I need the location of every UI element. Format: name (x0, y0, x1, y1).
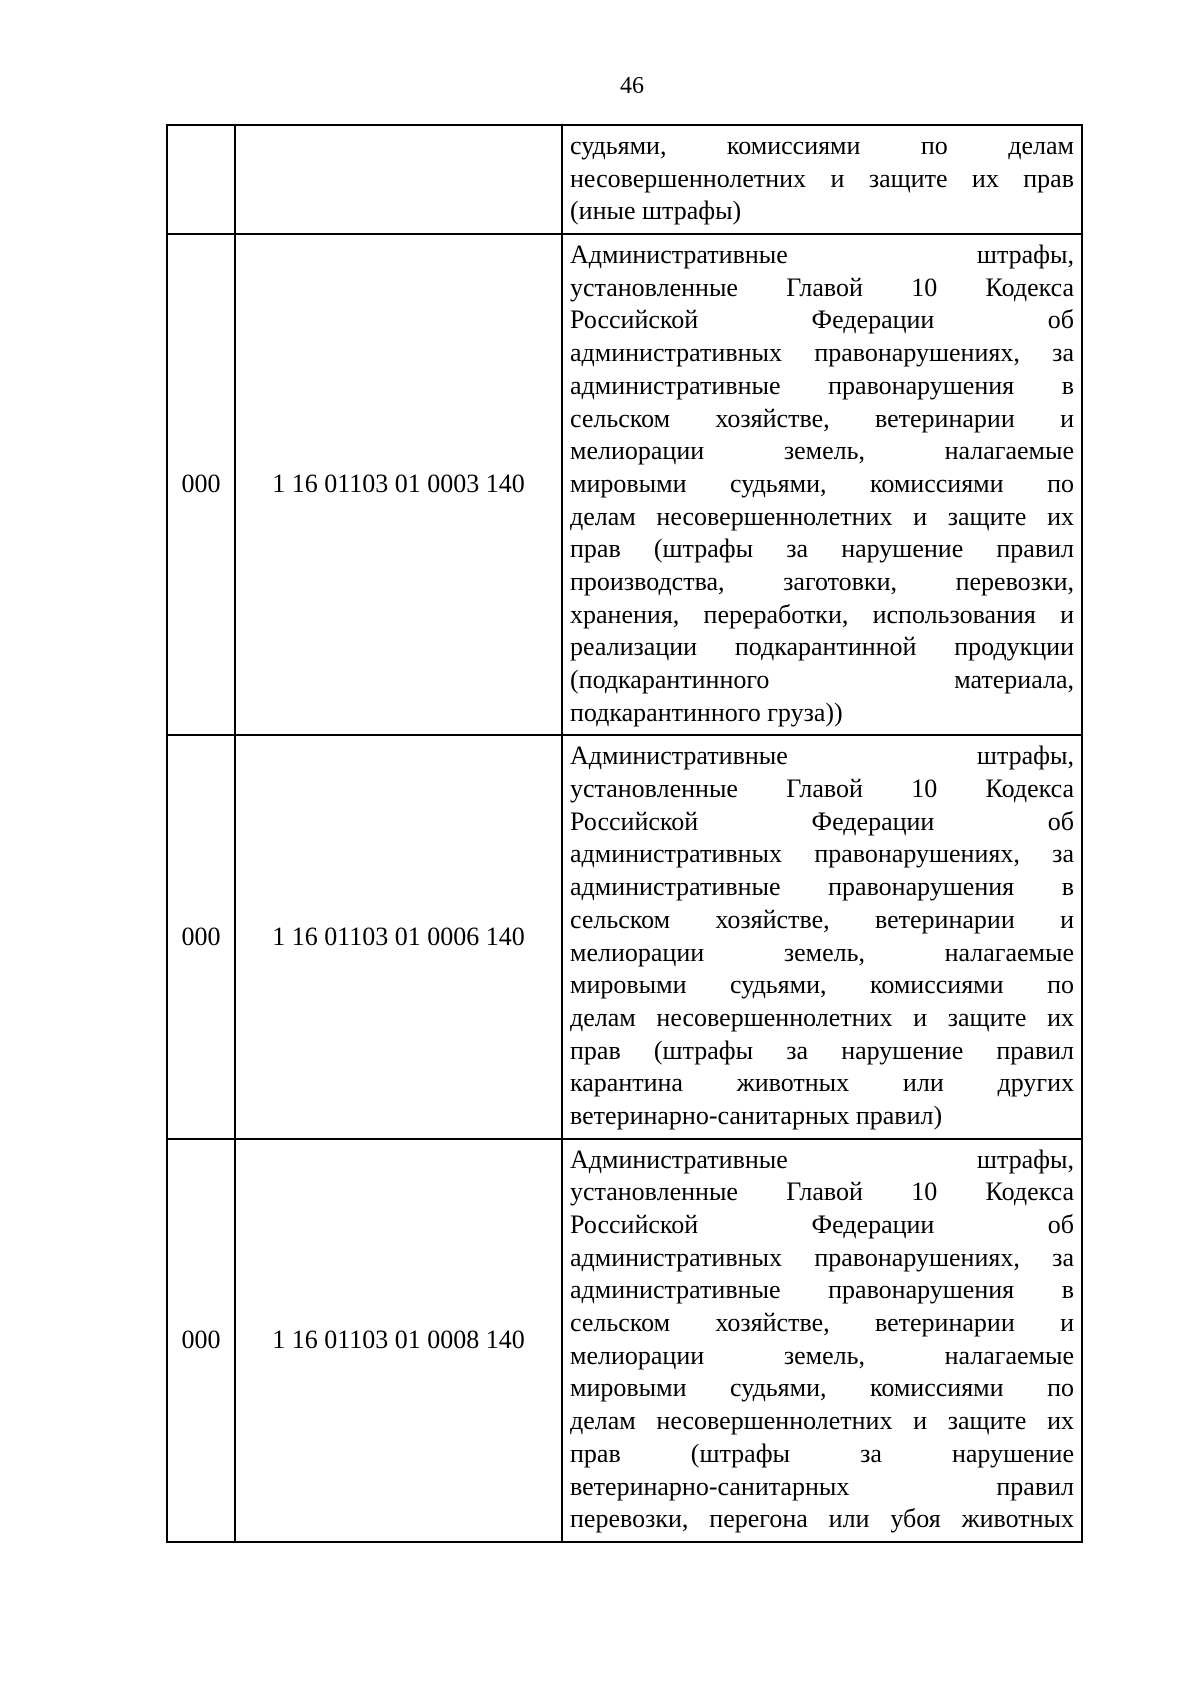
kbk-code-cell (235, 125, 562, 234)
description-line: перевозки, перегона или убоя животных (570, 1504, 1074, 1534)
description-line: мелиорации земель, налагаемые (570, 1340, 1074, 1370)
admin-code-cell: 000 (167, 1139, 235, 1542)
description-line: мировыми судьями, комиссиями по (570, 1373, 1074, 1403)
admin-code-cell: 000 (167, 735, 235, 1138)
description-line: прав (штрафы за нарушение правил (570, 1035, 1074, 1065)
description-line: прав (штрафы за нарушение правил (570, 534, 1074, 564)
description-line: Российской Федерации об (570, 305, 1074, 335)
description-line: административных правонарушениях, за (570, 839, 1074, 869)
table-row (167, 1139, 1082, 1542)
table-row (167, 735, 1082, 1138)
table-body (167, 125, 1082, 1542)
description-line: несовершеннолетних и защите их прав (570, 163, 1074, 193)
description-line: Российской Федерации об (570, 1210, 1074, 1239)
description-line: установленные Главой 10 Кодекса (570, 774, 1074, 804)
description-line: административных правонарушениях, за (570, 1242, 1074, 1272)
description-line: производства, заготовки, перевозки, (570, 566, 1074, 596)
description-line: Российской Федерации об (570, 806, 1074, 836)
description-line: административные правонарушения в (570, 872, 1074, 902)
kbk-code-cell: 1 16 01103 01 0008 140 (235, 1139, 562, 1542)
description-line: мировыми судьями, комиссиями по (570, 970, 1074, 1000)
description-line: мировыми судьями, комиссиями по (570, 468, 1074, 498)
description-line: судьями, комиссиями по делам (570, 131, 1074, 160)
description-line: мелиорации земель, налагаемые (570, 436, 1074, 466)
description-line: административные правонарушения в (570, 1275, 1074, 1305)
description-cell (562, 234, 1082, 735)
description-line: прав (штрафы за нарушение (570, 1438, 1074, 1468)
budget-codes-table (166, 124, 1083, 1543)
description-line: Административные штрафы, (570, 240, 1074, 270)
table-row (167, 125, 1082, 234)
description-line: административные правонарушения в (570, 370, 1074, 400)
description-line: реализации подкарантинной продукции (570, 632, 1074, 662)
admin-code-cell (167, 125, 235, 234)
description-line: карантина животных или других (570, 1068, 1074, 1098)
description-line: сельском хозяйстве, ветеринарии и (570, 1308, 1074, 1338)
description-line: ветеринарно-санитарных правил) (570, 1100, 943, 1130)
kbk-code-cell: 1 16 01103 01 0006 140 (235, 735, 562, 1138)
description-line: ветеринарно-санитарных правил (570, 1471, 1074, 1501)
description-line: мелиорации земель, налагаемые (570, 937, 1074, 967)
page-number: 46 (620, 73, 644, 99)
description-line: хранения, переработки, использования и (570, 599, 1074, 629)
description-line: (подкарантинного материала, (570, 665, 1074, 694)
description-cell (562, 735, 1082, 1138)
description-line: сельском хозяйстве, ветеринарии и (570, 904, 1074, 934)
description-line: делам несовершеннолетних и защите их (570, 501, 1074, 531)
description-line: сельском хозяйстве, ветеринарии и (570, 403, 1074, 433)
description-cell (562, 125, 1082, 234)
description-line: установленные Главой 10 Кодекса (570, 1177, 1074, 1207)
description-line: установленные Главой 10 Кодекса (570, 272, 1074, 302)
description-line: Административные штрафы, (570, 741, 1074, 771)
table-row (167, 234, 1082, 735)
admin-code-cell: 000 (167, 234, 235, 735)
description-line: делам несовершеннолетних и защите их (570, 1406, 1074, 1436)
description-cell (562, 1139, 1082, 1542)
kbk-code-cell: 1 16 01103 01 0003 140 (235, 234, 562, 735)
description-line: подкарантинного груза)) (570, 697, 843, 727)
description-line: Административные штрафы, (570, 1144, 1074, 1174)
description-line: административных правонарушениях, за (570, 338, 1074, 368)
description-line: делам несовершеннолетних и защите их (570, 1002, 1074, 1032)
description-line: (иные штрафы) (570, 196, 742, 226)
